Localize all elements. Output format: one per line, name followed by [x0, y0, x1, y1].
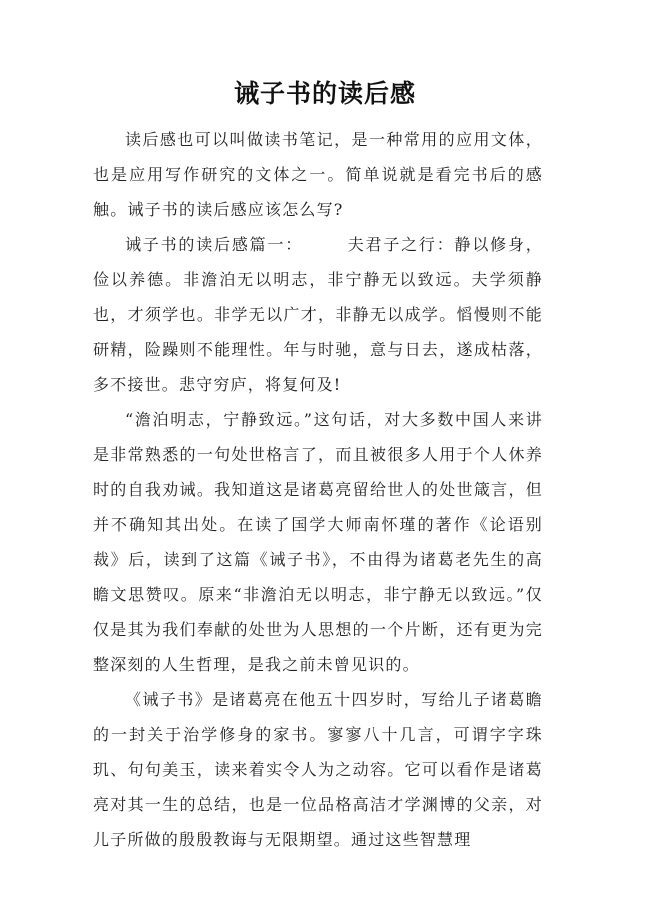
paragraph-quote-text: 夫君子之行：静以修身，俭以养德。非澹泊无以明志，非宁静无以致远。夫学须静也，才须学也。非学无以广才，非静无以成学。慆慢则不能研精，险躁则不能理性。年与时驰，意与日去，遂成枯落，多不接世。悲守穷庐，将复何及! — [93, 235, 543, 394]
paragraph-context-text: 《诫子书》是诸葛亮在他五十四岁时，写给儿子诸葛瞻的一封关于治学修身的家书。寥寥八十几言，可谓字字珠玑、句句美玉，读来着实令人为之动容。它可以看作是诸葛亮对其一生的总结，也是一位品格高洁才学渊博的父亲，对儿子所做的殷殷教诲与无限期望。通过这些智慧理 — [93, 690, 543, 849]
paragraph-reflection — [93, 402, 543, 682]
document-title: 诫子书的读后感 — [233, 79, 416, 108]
paragraph-intro — [93, 122, 543, 227]
paragraph-quote — [93, 227, 543, 402]
paragraph-intro-text: 读后感也可以叫做读书笔记，是一种常用的应用文体，也是应用写作研究的文体之一。简单说就是看完书后的感触。诫子书的读后感应该怎么写? — [93, 130, 543, 219]
paragraph-quote-label: 诫子书的读后感篇一： — [125, 235, 304, 254]
paragraph-reflection-text: “澹泊明志，宁静致远。”这句话，对大多数中国人来讲是非常熟悉的一句处世格言了，而且被很多人用于个人休养时的自我劝诫。我知道这是诸葛亮留给世人的处世箴言，但并不确知其出处。在读了国学大师南怀瑾的著作《论语别裁》后，读到了这篇《诫子书》，不由得为诸葛老先生的高瞻文思赞叹。原来“非澹泊无以明志，非宁静无以致远。”仅仅是其为我们奉献的处世为人思想的一个片断，还有更为完整深刻的人生哲理，是我之前未曾见识的。 — [93, 410, 543, 674]
document-body — [93, 122, 543, 857]
paragraph-context — [93, 682, 543, 857]
